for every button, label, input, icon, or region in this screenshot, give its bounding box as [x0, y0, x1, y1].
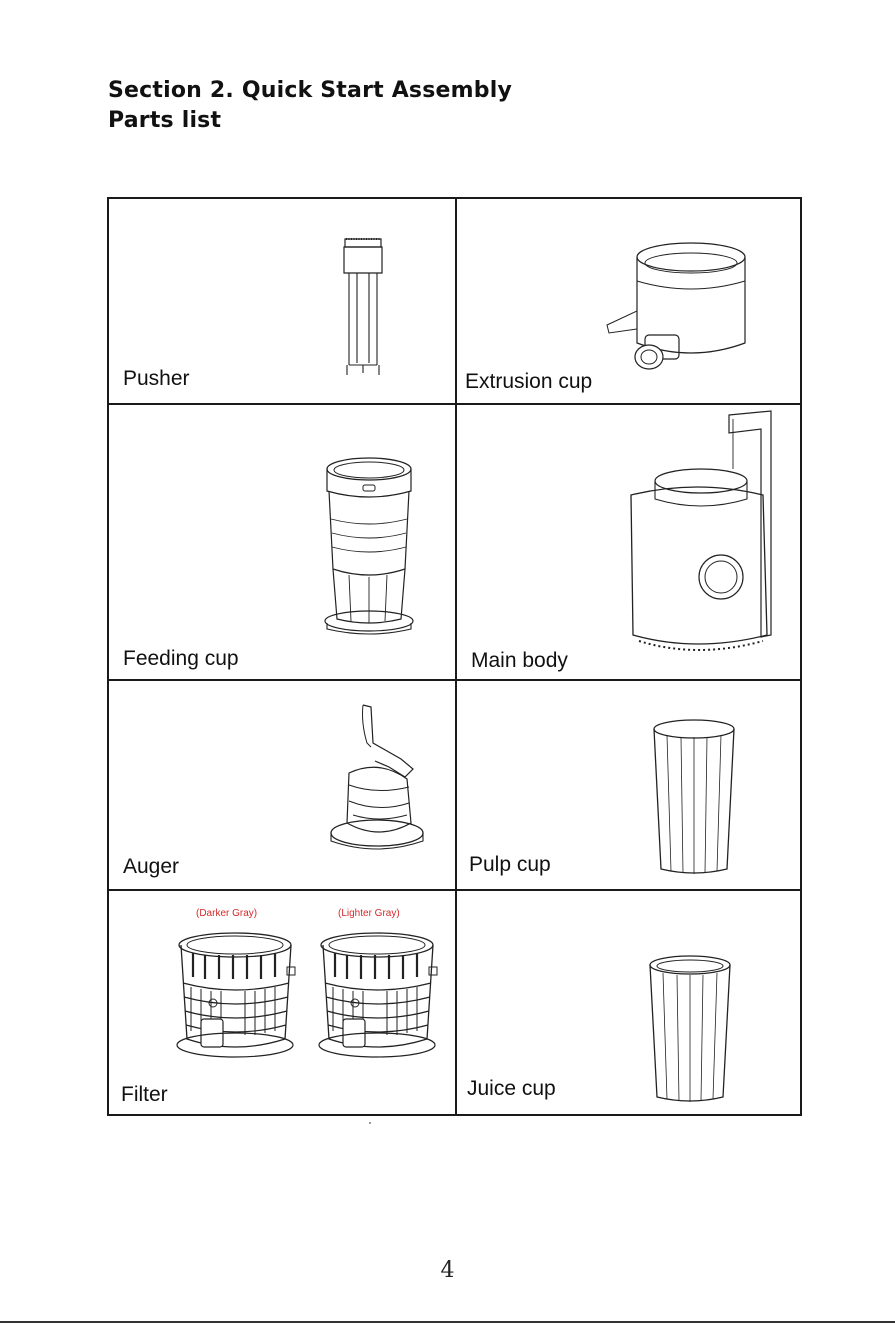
part-label-feeding-cup: Feeding cup — [123, 647, 239, 670]
part-label-pusher: Pusher — [123, 367, 190, 390]
part-label-filter: Filter — [121, 1083, 168, 1106]
pulp-cup-icon — [651, 719, 737, 879]
extrusion-cup-icon — [605, 239, 755, 379]
part-label-extrusion-cup: Extrusion cup — [465, 370, 593, 393]
section-subtitle: Parts list — [108, 108, 222, 133]
filter-variant-darker: (Darker Gray) — [196, 908, 258, 919]
stray-mark — [369, 1122, 371, 1124]
part-cell-juice-cup — [457, 891, 802, 1116]
pusher-icon — [343, 235, 383, 383]
juice-cup-icon — [647, 955, 733, 1107]
parts-table — [107, 197, 802, 1116]
part-cell-auger — [109, 681, 455, 889]
part-cell-pusher — [109, 199, 455, 403]
feeding-cup-icon — [321, 457, 417, 635]
page-number: 4 — [440, 1258, 455, 1283]
bottom-rule — [0, 1321, 895, 1323]
part-cell-extrusion-cup — [457, 199, 802, 403]
part-label-auger: Auger — [123, 855, 180, 878]
part-cell-feeding-cup — [109, 405, 455, 679]
main-body-icon — [627, 409, 777, 655]
part-cell-pulp-cup — [457, 681, 802, 889]
part-label-main-body: Main body — [471, 649, 568, 672]
filter-lighter-icon — [317, 931, 441, 1061]
part-cell-filter — [109, 891, 455, 1116]
auger-icon — [327, 703, 423, 855]
filter-variant-lighter: (Lighter Gray) — [338, 908, 400, 919]
filter-darker-icon — [175, 931, 299, 1061]
section-title: Section 2. Quick Start Assembly — [108, 78, 512, 103]
part-cell-main-body — [457, 405, 802, 679]
part-label-juice-cup: Juice cup — [467, 1077, 556, 1100]
part-label-pulp-cup: Pulp cup — [469, 853, 551, 876]
